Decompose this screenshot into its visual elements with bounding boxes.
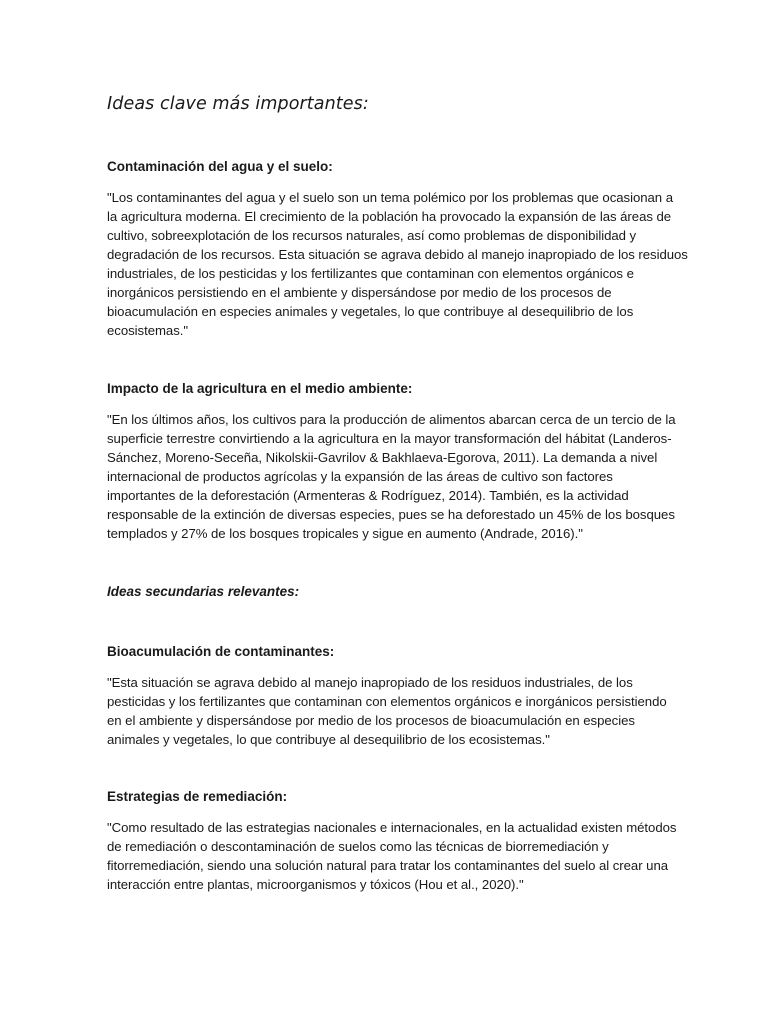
paragraph-line: internacional de productos agrícolas y la expansión de las áreas de cultivo son factores [107,469,613,484]
secondary-heading: Ideas secundarias relevantes: [107,584,300,599]
paragraph-line: cultivo, sobreexplotación de los recursos naturales, así como problemas de disponibilidad y [107,228,637,243]
paragraph-line: de remediación o descontaminación de suelos como las técnicas de biorremediación y [107,839,609,854]
paragraph-line: importantes de la deforestación (Armenteras & Rodríguez, 2014). También, es la actividad [107,488,629,503]
section-impacto [107,380,676,543]
section-remediacion [107,788,677,894]
section-paragraph [107,673,668,749]
paragraph-line: industriales, de los pesticidas y los fertilizantes que contaminan con elementos orgánicos e [107,266,634,281]
spacer [107,543,668,583]
paragraph-line: "Los contaminantes del agua y el suelo son un tema polémico por los problemas que ocasionan a [107,190,673,205]
paragraph-line: templados y 27% de los bosques tropicales y sigue en aumento (Andrade, 2016)." [107,526,583,541]
section-paragraph [107,410,676,543]
section-title: Contaminación del agua y el suelo: [107,159,333,174]
paragraph-line: ecosistemas." [107,323,188,338]
section-title: Impacto de la agricultura en el medio ambiente: [107,381,413,396]
section-paragraph [107,818,677,894]
paragraph-line: degradación de los recursos. Esta situación se agrava debido al manejo inapropiado de los residuos [107,247,688,262]
paragraph-line: animales y vegetales, lo que contribuye al desequilibrio de los ecosistemas." [107,732,550,747]
main-heading: Ideas clave más importantes: [107,94,369,114]
paragraph-line: "Como resultado de las estrategias nacionales e internacionales, en la actualidad existen métodos [107,820,677,835]
paragraph-line: superficie terrestre convirtiendo a la agricultura en la mayor transformación del hábitat (Landeros- [107,431,672,446]
paragraph-line: en el ambiente y dispersándose por medio de los procesos de bioacumulación en especies [107,713,635,728]
section-contaminacion [107,158,688,340]
paragraph-line: inorgánicos persistiendo en el ambiente y dispersándose por medio de los procesos de [107,285,612,300]
paragraph-line: bioacumulación en especies animales y vegetales, lo que contribuye al desequilibrio de los [107,304,634,319]
section-title: Estrategias de remediación: [107,789,288,804]
section-paragraph [107,188,688,340]
spacer [107,601,668,643]
section-bioacumulacion [107,643,668,749]
paragraph-line: "Esta situación se agrava debido al manejo inapropiado de los residuos industriales, de los [107,675,633,690]
paragraph-line: pesticidas y los fertilizantes que contaminan con elementos orgánicos e inorgánicos persistiendo [107,694,667,709]
paragraph-line: responsable de la extinción de diversas especies, pues se ha deforestado un 45% de los bosques [107,507,675,522]
spacer [107,340,668,380]
section-title: Bioacumulación de contaminantes: [107,644,335,659]
paragraph-line: la agricultura moderna. El crecimiento de la población ha provocado la expansión de las áreas de [107,209,672,224]
paragraph-line: "En los últimos años, los cultivos para la producción de alimentos abarcan cerca de un tercio de la [107,412,676,427]
spacer [107,749,668,788]
paragraph-line: fitorremediación, siendo una solución natural para tratar los contaminantes del suelo al crear una [107,858,669,873]
paragraph-line: interacción entre plantas, microorganismos y tóxicos (Hou et al., 2020)." [107,877,524,892]
paragraph-line: Sánchez, Moreno-Seceña, Nikolskii-Gavrilov & Bakhlaeva-Egorova, 2011). La demanda a nivel [107,450,658,465]
